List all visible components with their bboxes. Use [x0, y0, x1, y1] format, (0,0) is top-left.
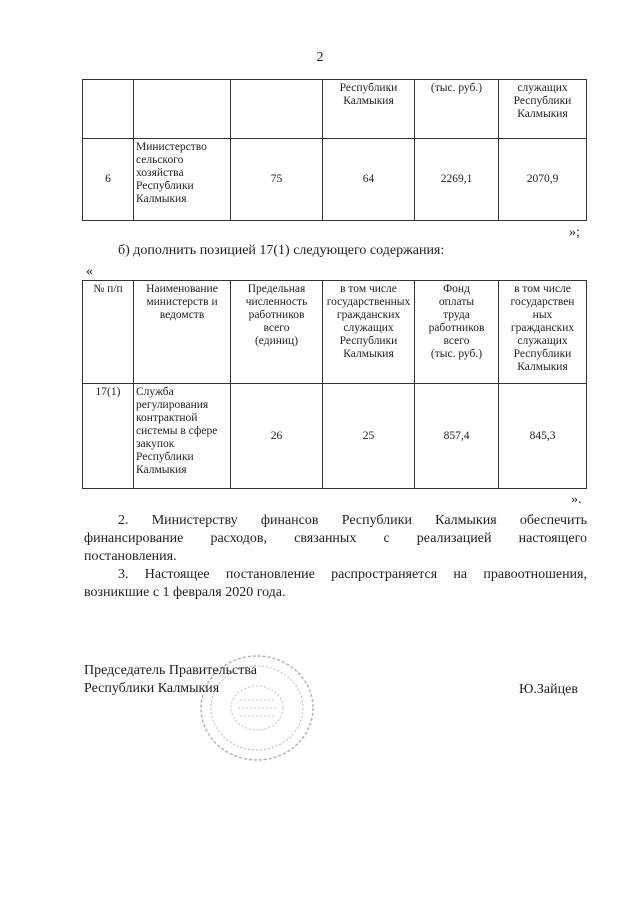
header-line: Республики: [339, 335, 398, 347]
header-total: [231, 281, 323, 384]
para2-line1: 2. Министерству финансов Республики Калмыкия обеспечить: [118, 513, 587, 528]
header-line: Калмыкия: [517, 361, 568, 373]
header-line: (тыс. руб.): [430, 348, 483, 360]
table-row: [83, 139, 587, 221]
header-line: оплаты: [438, 296, 475, 308]
header-line: ведомств: [159, 309, 205, 321]
header-line: работников: [428, 322, 485, 334]
header-line: Предельная: [247, 283, 306, 295]
header-line: в том числе: [340, 283, 397, 295]
header-line: численность: [245, 296, 308, 308]
header-line: Калмыкия: [343, 348, 394, 360]
signatory-name: Ю.Зайцев: [519, 682, 578, 697]
civil-staff: 64: [323, 139, 415, 221]
signature-title-line1: Председатель Правительства: [84, 663, 257, 678]
table-continuation: [82, 79, 587, 221]
table-row: [83, 384, 587, 489]
header-num: № п/п: [83, 281, 134, 384]
para2-line3: постановления.: [84, 549, 177, 564]
table-cell: [231, 80, 323, 139]
header-line: гражданских: [510, 322, 575, 334]
header-line: работников: [248, 309, 305, 321]
closing-quote-1: »;: [569, 225, 580, 240]
header-line: Наименование: [146, 283, 218, 295]
header-fund-civil: [499, 281, 587, 384]
header-line: труда: [443, 309, 470, 321]
table-cell: служащих Республики Калмыкия: [499, 80, 587, 139]
row-number: 17(1): [83, 384, 134, 489]
header-line: министерств и: [146, 296, 218, 308]
header-line: Фонд: [443, 283, 470, 295]
table-cell: [134, 80, 231, 139]
ministry-name: Служба регулирования контрактной системы в сфере закупок Республики Калмыкия: [134, 384, 231, 489]
wage-fund: 857,4: [415, 384, 499, 489]
table-cell: (тыс. руб.): [415, 80, 499, 139]
table-position-17-1: [82, 280, 587, 489]
row-number: 6: [83, 139, 134, 221]
ministry-name: Министерство сельского хозяйства Республики Калмыкия: [134, 139, 231, 221]
header-line: (единиц): [254, 335, 299, 347]
total-staff: 26: [231, 384, 323, 489]
header-fund: [415, 281, 499, 384]
wage-fund-civil: 2070,9: [499, 139, 587, 221]
wage-fund: 2269,1: [415, 139, 499, 221]
table-cell: Республики Калмыкия: [323, 80, 415, 139]
header-name: [134, 281, 231, 384]
para2-line2: финансирование расходов, связанных с реализацией настоящего: [84, 531, 587, 546]
header-line: служащих: [343, 322, 394, 334]
signature-title-line2: Республики Калмыкия: [84, 681, 220, 696]
header-line: всего: [263, 322, 290, 334]
wage-fund-civil: 845,3: [499, 384, 587, 489]
header-line: гражданских: [336, 309, 401, 321]
header-line: государствен: [510, 296, 575, 308]
header-line: ных: [532, 309, 553, 321]
total-staff: 75: [231, 139, 323, 221]
header-line: государственных: [326, 296, 411, 308]
table-cell: [83, 80, 134, 139]
header-line: в том числе: [514, 283, 571, 295]
closing-quote-2: ».: [571, 492, 582, 507]
page-number: 2: [316, 50, 324, 65]
civil-staff: 25: [323, 384, 415, 489]
open-quote: «: [86, 264, 93, 279]
header-line: всего: [443, 335, 470, 347]
table-header-row: [83, 281, 587, 384]
table-row: [83, 80, 587, 139]
header-civil: [323, 281, 415, 384]
header-line: Республики: [513, 348, 572, 360]
para3-line1: 3. Настоящее постановление распространяется на правоотношения,: [118, 567, 587, 582]
header-line: служащих: [517, 335, 568, 347]
para3-line2: возникшие с 1 февраля 2020 года.: [84, 585, 286, 600]
intro-b: б) дополнить позицией 17(1) следующего содержания:: [118, 243, 445, 258]
